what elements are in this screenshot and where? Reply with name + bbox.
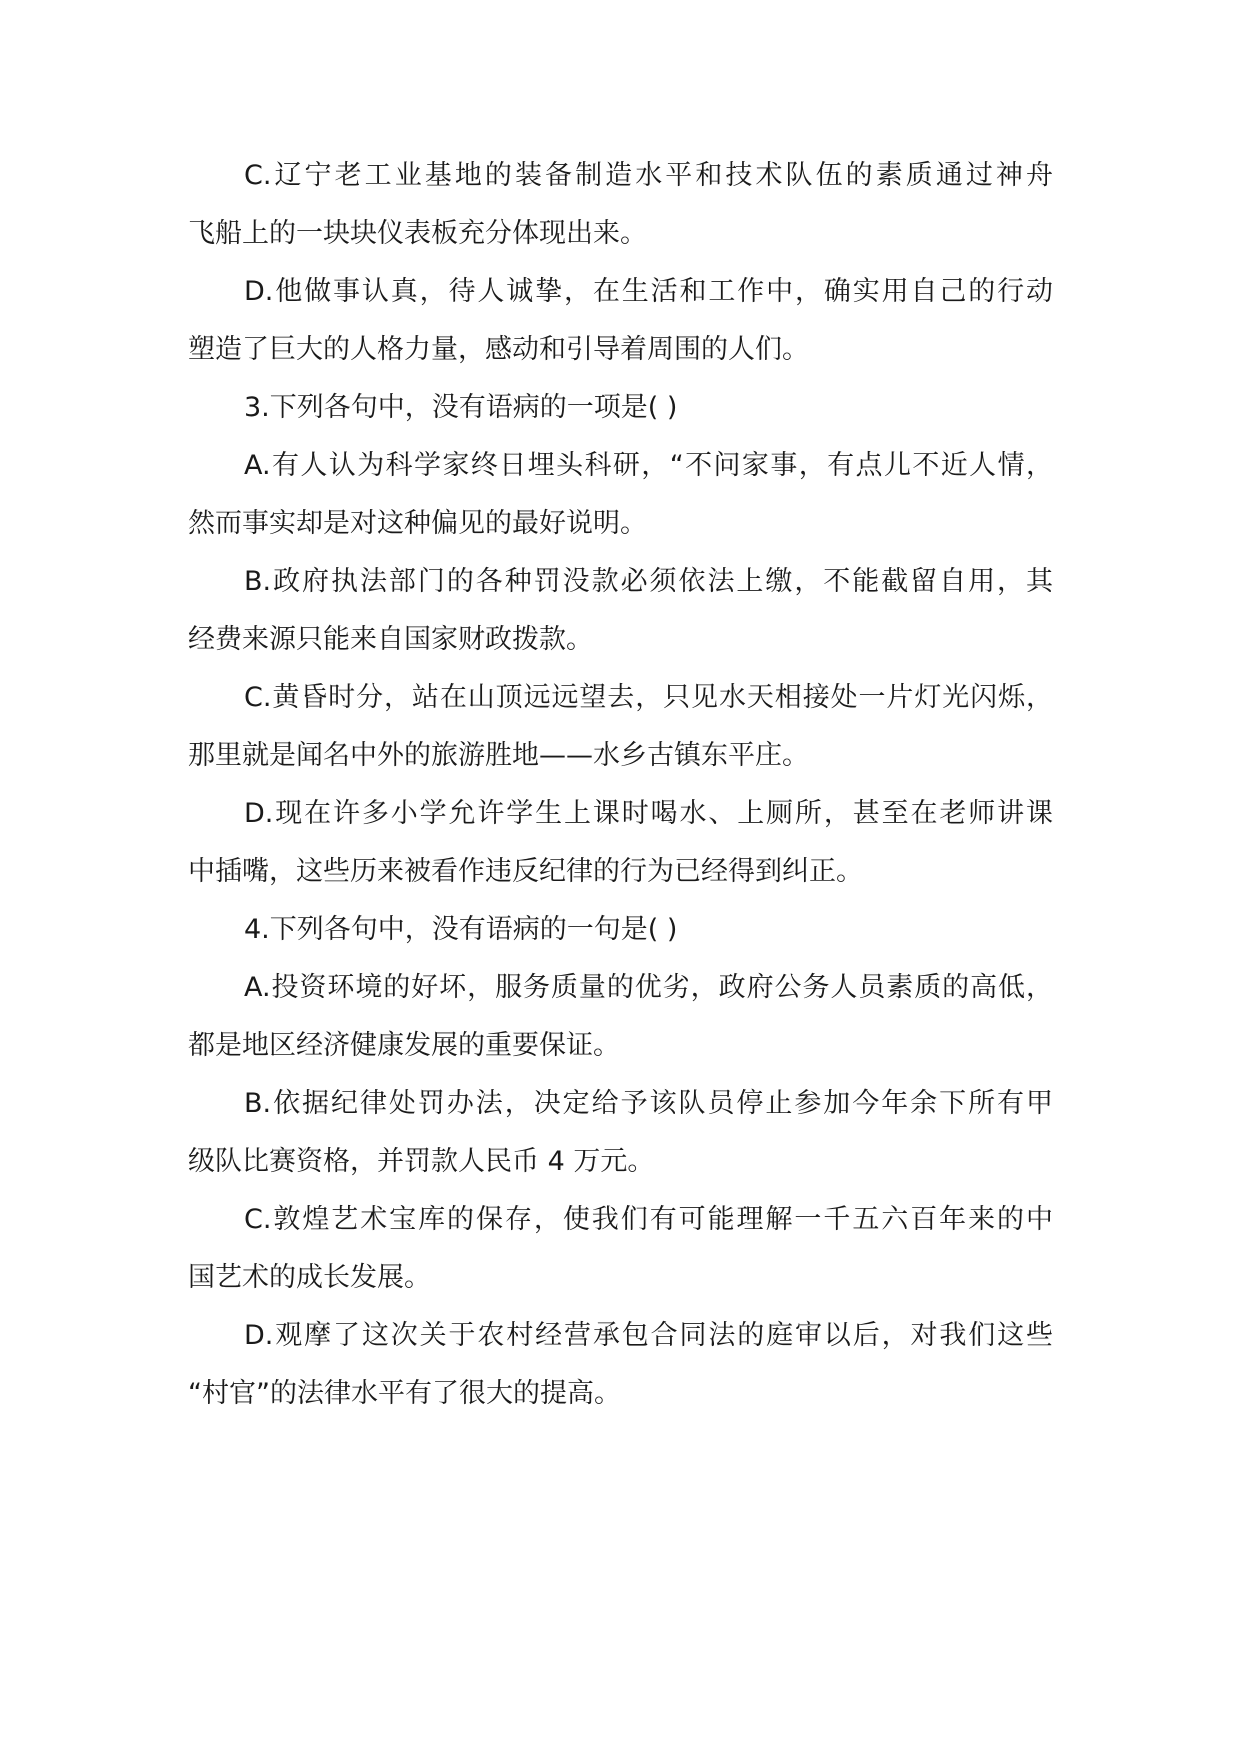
q4-option-b-line-1: B.依据纪律处罚办法，决定给予该队员停止参加今年余下所有甲 [244,1088,1053,1119]
q3-option-c-line-1: C.黄昏时分，站在山顶远远望去，只见水天相接处一片灯光闪烁， [244,682,1053,713]
option-d-line-2: 塑造了巨大的人格力量，感动和引导着周围的人们。 [188,334,809,365]
q3-option-d-line-2: 中插嘴，这些历来被看作违反纪律的行为已经得到纠正。 [188,856,863,887]
q3-option-a-line-1: A.有人认为科学家终日埋头科研，“不问家事，有点儿不近人情， [244,450,1053,481]
q3-option-b-line-1: B.政府执法部门的各种罚没款必须依法上缴，不能截留自用，其 [244,566,1053,597]
q4-option-d-line-2: “村官”的法律水平有了很大的提高。 [188,1378,621,1409]
q3-option-c-line-2: 那里就是闻名中外的旅游胜地——水乡古镇东平庄。 [188,740,809,771]
q4-option-d-line-1: D.观摩了这次关于农村经营承包合同法的庭审以后，对我们这些 [244,1320,1053,1351]
q3-option-d-line-1: D.现在许多小学允许学生上课时喝水、上厕所，甚至在老师讲课 [244,798,1053,829]
q4-option-a-line-1: A.投资环境的好坏，服务质量的优劣，政府公务人员素质的高低， [244,972,1053,1003]
q3-option-a-line-2: 然而事实却是对这种偏见的最好说明。 [188,508,647,539]
q3-option-b-line-2: 经费来源只能来自国家财政拨款。 [188,624,593,655]
question-3-stem: 3.下列各句中，没有语病的一项是( ) [244,392,678,423]
option-c-line-2: 飞船上的一块块仪表板充分体现出来。 [188,218,647,249]
option-d-line-1: D.他做事认真，待人诚挚，在生活和工作中，确实用自己的行动 [244,276,1053,307]
q4-option-c-line-1: C.敦煌艺术宝库的保存，使我们有可能理解一千五六百年来的中 [244,1204,1053,1235]
q4-option-b-line-2: 级队比赛资格，并罚款人民币 4 万元。 [188,1146,655,1177]
question-4-stem: 4.下列各句中，没有语病的一句是( ) [244,914,678,945]
q4-option-c-line-2: 国艺术的成长发展。 [188,1262,431,1293]
q4-option-a-line-2: 都是地区经济健康发展的重要保证。 [188,1030,620,1061]
option-c-line-1: C.辽宁老工业基地的装备制造水平和技术队伍的素质通过神舟 [244,160,1053,191]
